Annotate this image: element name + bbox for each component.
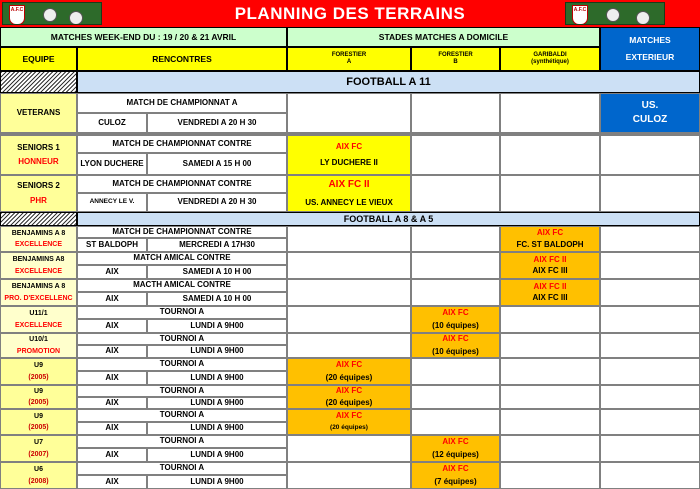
ball-icon bbox=[69, 11, 83, 25]
teams-count: (12 équipes) bbox=[432, 449, 479, 459]
opponent: AIX bbox=[77, 371, 147, 385]
team-name: SENIORS 1 bbox=[17, 142, 60, 152]
team-u7 bbox=[0, 435, 77, 462]
opponent: AIX bbox=[77, 448, 147, 462]
teams-count: (20 équipes) bbox=[325, 397, 373, 407]
team-u9-3 bbox=[0, 409, 77, 435]
forestier-b-booking bbox=[411, 462, 500, 489]
home-team: AIX FC II bbox=[533, 254, 567, 264]
ball-icon bbox=[606, 8, 620, 22]
team-level: EXCELLENCE bbox=[14, 322, 63, 329]
team-name: U9 bbox=[34, 362, 43, 370]
garibaldi-line2: (synthétique) bbox=[531, 59, 569, 65]
team-name: U7 bbox=[34, 439, 43, 447]
opponent: ST BALDOPH bbox=[77, 238, 147, 252]
opponent: AIX bbox=[77, 265, 147, 279]
team-column-header: EQUIPE bbox=[0, 47, 77, 71]
opponent: AIX bbox=[77, 319, 147, 333]
cell-empty bbox=[411, 175, 500, 212]
away-line1: US. bbox=[641, 99, 659, 111]
forestier-a-line1: FORESTIER bbox=[331, 51, 367, 58]
home-stadiums-header: STADES MATCHES A DOMICILE bbox=[287, 27, 600, 47]
teams-count: (20 équipes) bbox=[330, 423, 368, 431]
away-match-veterans bbox=[600, 93, 700, 133]
team-u9-1 bbox=[0, 358, 77, 385]
away-header-line1: MATCHES bbox=[629, 35, 671, 46]
match-type: TOURNOI A bbox=[77, 358, 287, 371]
team-level: (2008) bbox=[28, 477, 49, 485]
match-time: LUNDI A 9H00 bbox=[147, 371, 287, 385]
home-team: AIX FC bbox=[335, 386, 363, 396]
forestier-a-booking bbox=[287, 358, 411, 385]
away-line2: CULOZ bbox=[632, 114, 668, 125]
cell-empty bbox=[411, 385, 500, 409]
visiting-team: AIX FC III bbox=[532, 293, 568, 302]
match-type: TOURNOI A bbox=[77, 333, 287, 345]
forestier-b-booking bbox=[411, 435, 500, 462]
match-type: MATCH DE CHAMPIONNAT A bbox=[77, 93, 287, 113]
match-time: SAMEDI A 15 H 00 bbox=[147, 153, 287, 175]
section-football-8-5: FOOTBALL A 8 & A 5 bbox=[77, 212, 700, 226]
team-u9-2 bbox=[0, 385, 77, 409]
home-team: AIX FC bbox=[442, 308, 469, 318]
forestier-b-line2: B bbox=[453, 59, 458, 65]
match-type: TOURNOI A bbox=[77, 306, 287, 319]
teams-count: (7 équipes) bbox=[434, 476, 477, 486]
cell-empty bbox=[500, 358, 600, 385]
team-benjamins-3 bbox=[0, 279, 77, 306]
opponent: AIX bbox=[77, 292, 147, 306]
home-team: AIX FC bbox=[335, 411, 363, 421]
teams-count: (20 équipes) bbox=[325, 372, 373, 382]
cell-empty bbox=[500, 385, 600, 409]
team-level: (2005) bbox=[28, 424, 49, 431]
cell-empty bbox=[500, 435, 600, 462]
garibaldi-booking bbox=[500, 279, 600, 306]
cell-empty bbox=[287, 333, 411, 358]
teams-count: (10 équipes) bbox=[432, 346, 479, 356]
weekend-header: MATCHES WEEK-END DU : 19 / 20 & 21 AVRIL bbox=[0, 27, 287, 47]
match-time: LUNDI A 9H00 bbox=[147, 397, 287, 409]
team-seniors-2 bbox=[0, 175, 77, 212]
opponent: AIX bbox=[77, 345, 147, 358]
home-team: AIX FC bbox=[442, 464, 469, 474]
match-type: MATCH DE CHAMPIONNAT CONTRE bbox=[77, 135, 287, 153]
team-level: PRO. D'EXCELLENC bbox=[4, 294, 73, 302]
cell-empty bbox=[600, 226, 700, 252]
match-time: SAMEDI A 10 H 00 bbox=[147, 265, 287, 279]
garibaldi-booking bbox=[500, 252, 600, 279]
visiting-team: FC. ST BALDOPH bbox=[516, 239, 584, 249]
match-type: MATCH AMICAL CONTRE bbox=[77, 252, 287, 265]
cell-empty bbox=[411, 279, 500, 306]
match-time: LUNDI A 9H00 bbox=[147, 475, 287, 489]
forestier-b-booking bbox=[411, 333, 500, 358]
cell-empty bbox=[411, 226, 500, 252]
match-time: LUNDI A 9H00 bbox=[147, 448, 287, 462]
match-type: MACTH AMICAL CONTRE bbox=[77, 279, 287, 292]
team-level: (2007) bbox=[28, 450, 49, 458]
visiting-team: LY DUCHERE II bbox=[320, 158, 378, 167]
team-name: BENJAMINS A 8 bbox=[11, 229, 66, 237]
teams-count: (10 équipes) bbox=[432, 320, 479, 330]
cell-empty bbox=[500, 135, 600, 175]
team-name: U10/1 bbox=[29, 335, 48, 343]
cell-empty bbox=[600, 435, 700, 462]
team-level: (2005) bbox=[28, 373, 49, 381]
forestier-b-line1: FORESTIER bbox=[438, 51, 473, 58]
cell-empty bbox=[287, 435, 411, 462]
forestier-a-header bbox=[287, 47, 411, 71]
club-logo-right bbox=[565, 2, 665, 25]
opponent: ANNECY LE V. bbox=[77, 193, 147, 212]
team-u6 bbox=[0, 462, 77, 489]
cell-empty bbox=[600, 135, 700, 175]
team-level: PROMOTION bbox=[16, 348, 61, 355]
cell-empty bbox=[411, 135, 500, 175]
forestier-a-line2: A bbox=[346, 59, 352, 65]
cell-empty bbox=[600, 409, 700, 435]
match-type: TOURNOI A bbox=[77, 385, 287, 397]
home-team: AIX FC II bbox=[533, 281, 567, 291]
home-team: AIX FC bbox=[536, 228, 564, 238]
ball-icon bbox=[636, 11, 650, 25]
team-u10 bbox=[0, 333, 77, 358]
team-name: U9 bbox=[34, 388, 43, 396]
cell-empty bbox=[500, 175, 600, 212]
cell-empty bbox=[287, 226, 411, 252]
forestier-a-booking bbox=[287, 135, 411, 175]
visiting-team: AIX FC III bbox=[532, 266, 568, 275]
match-type: TOURNOI A bbox=[77, 435, 287, 448]
cell-empty bbox=[287, 462, 411, 489]
forestier-a-booking bbox=[287, 409, 411, 435]
match-time: VENDREDI A 20 H 30 bbox=[147, 113, 287, 133]
cell-empty bbox=[600, 252, 700, 279]
cell-empty bbox=[600, 333, 700, 358]
match-time: LUNDI A 9H00 bbox=[147, 345, 287, 358]
cell-empty bbox=[600, 175, 700, 212]
team-level: EXCELLENCE bbox=[14, 241, 63, 248]
forestier-a-booking bbox=[287, 385, 411, 409]
team-level: (2005) bbox=[28, 398, 49, 406]
home-team: AIX FC bbox=[442, 437, 469, 447]
team-name: U11/1 bbox=[29, 309, 48, 317]
away-matches-header bbox=[600, 27, 700, 71]
match-time: LUNDI A 9H00 bbox=[147, 319, 287, 333]
garibaldi-booking bbox=[500, 226, 600, 252]
opponent: AIX bbox=[77, 422, 147, 435]
team-level: EXCELLENCE bbox=[14, 267, 63, 275]
team-level: HONNEUR bbox=[18, 157, 59, 166]
home-team: AIX FC bbox=[335, 141, 363, 151]
cell-empty bbox=[287, 306, 411, 333]
club-crest-icon: A.F.C bbox=[572, 5, 588, 25]
cell-empty bbox=[600, 385, 700, 409]
away-header-line2: EXTERIEUR bbox=[625, 52, 675, 62]
garibaldi-header bbox=[500, 47, 600, 71]
team-name: BENJAMINS A8 bbox=[12, 256, 65, 264]
page-title: PLANNING DES TERRAINS bbox=[234, 4, 466, 23]
cell-empty bbox=[500, 333, 600, 358]
home-team: AIX FC bbox=[335, 360, 363, 370]
cell-empty bbox=[287, 279, 411, 306]
match-type: MATCH DE CHAMPIONNAT CONTRE bbox=[77, 175, 287, 193]
match-time: LUNDI A 9H00 bbox=[147, 422, 287, 435]
match-type: TOURNOI A bbox=[77, 409, 287, 422]
team-name: U9 bbox=[34, 412, 43, 420]
section-hatch bbox=[0, 71, 77, 93]
forestier-b-header bbox=[411, 47, 500, 71]
team-benjamins-2 bbox=[0, 252, 77, 279]
cell-empty bbox=[411, 252, 500, 279]
club-logo-left bbox=[2, 2, 102, 25]
garibaldi-line1: GARIBALDI bbox=[533, 51, 567, 58]
cell-empty bbox=[500, 462, 600, 489]
match-time: VENDREDI A 20 H 30 bbox=[147, 193, 287, 212]
team-seniors-1 bbox=[0, 135, 77, 175]
team-benjamins-1 bbox=[0, 226, 77, 252]
cell-empty bbox=[600, 306, 700, 333]
cell-empty bbox=[600, 279, 700, 306]
cell-empty bbox=[500, 93, 600, 133]
cell-empty bbox=[411, 93, 500, 133]
team-u11 bbox=[0, 306, 77, 333]
cell-empty bbox=[500, 409, 600, 435]
cell-empty bbox=[600, 462, 700, 489]
team-name: SENIORS 2 bbox=[17, 181, 60, 191]
match-type: TOURNOI A bbox=[77, 462, 287, 475]
team-veterans: VETERANS bbox=[0, 93, 77, 133]
cell-empty bbox=[600, 358, 700, 385]
match-type: MATCH DE CHAMPIONNAT CONTRE bbox=[77, 226, 287, 238]
team-level: PHR bbox=[30, 195, 47, 205]
forestier-a-booking bbox=[287, 175, 411, 212]
section-hatch bbox=[0, 212, 77, 226]
forestier-b-booking bbox=[411, 306, 500, 333]
match-time: SAMEDI A 10 H 00 bbox=[147, 292, 287, 306]
team-name: U6 bbox=[34, 466, 43, 474]
cell-empty bbox=[287, 252, 411, 279]
cell-empty bbox=[411, 409, 500, 435]
home-team: AIX FC II bbox=[328, 179, 370, 191]
match-time: MERCREDI A 17H30 bbox=[147, 238, 287, 252]
home-team: AIX FC bbox=[442, 334, 469, 344]
opponent: AIX bbox=[77, 397, 147, 409]
ball-icon bbox=[43, 8, 57, 22]
opponent: LYON DUCHERE bbox=[77, 153, 147, 175]
cell-empty bbox=[411, 358, 500, 385]
opponent: AIX bbox=[77, 475, 147, 489]
club-crest-icon: A.F.C bbox=[9, 5, 25, 25]
team-name: BENJAMINS A 8 bbox=[11, 283, 66, 291]
cell-empty bbox=[287, 93, 411, 133]
visiting-team: US. ANNECY LE VIEUX bbox=[305, 197, 393, 207]
opponent: CULOZ bbox=[77, 113, 147, 133]
fixtures-column-header: RENCONTRES bbox=[77, 47, 287, 71]
cell-empty bbox=[500, 306, 600, 333]
section-football-11: FOOTBALL A 11 bbox=[77, 71, 700, 93]
